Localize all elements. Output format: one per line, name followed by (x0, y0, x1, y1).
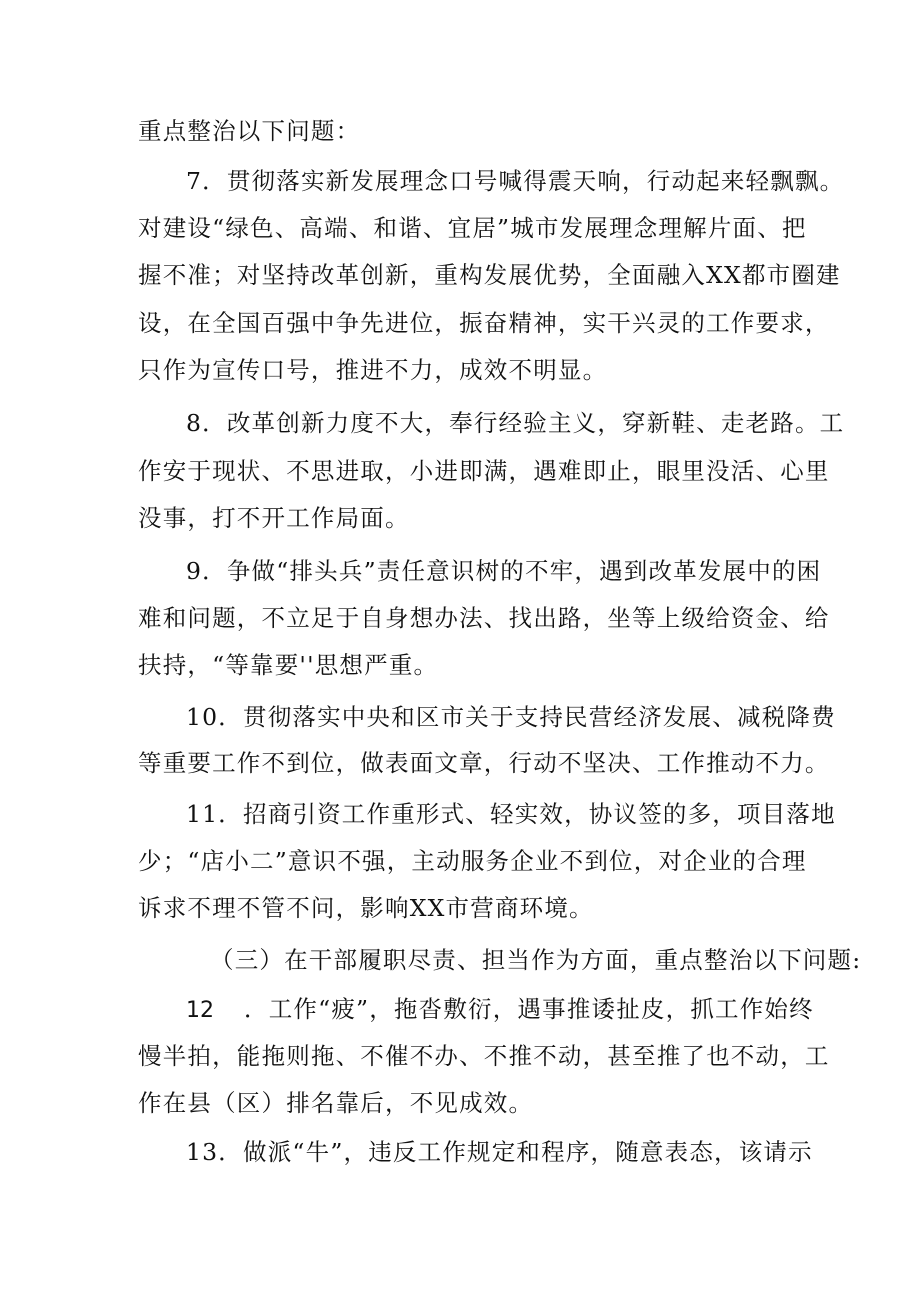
item-11-line-2: 少；“店小二”意识不强，主动服务企业不到位，对企业的合理 (138, 847, 807, 875)
item-11-line-3: 诉求不理不管不问，影响XX市营商环境。 (138, 894, 594, 922)
item-9-line-3: 扶持，“等靠要''思想严重。 (138, 651, 439, 679)
item-8-line-2: 作安于现状、不思进取，小进即满，遇难即止，眼里没活、心里 (138, 457, 830, 485)
item-9-line-2: 难和问题，不立足于自身想办法、找出路，坐等上级给资金、给 (138, 604, 830, 632)
item-9-line-1: 9．争做“排头兵”责任意识树的不牢，遇到改革发展中的困 (186, 557, 822, 585)
item-7-line-5: 只作为宣传口号，推进不力，成效不明显。 (138, 356, 608, 384)
item-12-line-1 (186, 994, 814, 1026)
item-8-line-1: 8．改革创新力度不大，奉行经验主义，穿新鞋、走老路。工 (186, 409, 845, 437)
item-8-line-3: 没事，打不开工作局面。 (138, 504, 410, 532)
item-12-line-3: 作在县（区）排名靠后，不见成效。 (138, 1089, 534, 1117)
item-12-number: 12 (186, 998, 214, 1023)
item-12-line-2: 慢半拍，能拖则拖、不催不办、不推不动，甚至推了也不动，工 (138, 1042, 830, 1070)
text-line-1: 重点整治以下问题： (138, 117, 361, 145)
item-12-text: ．工作“疲”，拖沓敷衍，遇事推诿扯皮，抓工作始终 (244, 995, 814, 1023)
item-10-line-2: 等重要工作不到位，做表面文章，行动不坚决、工作推动不力。 (138, 749, 830, 777)
item-7-line-2: 对建设“绿色、高端、和谐、宜居”城市发展理念理解片面、把 (138, 214, 807, 242)
item-11-line-1: 11．招商引资工作重形式、轻实效，协议签的多，项目落地 (186, 800, 836, 828)
item-7-line-1: 7．贯彻落实新发展理念口号喊得震天响，行动起来轻飘飘。 (186, 167, 845, 195)
item-13-line-1: 13．做派“牛”，违反工作规定和程序，随意表态，该请示 (186, 1138, 813, 1166)
item-7-line-4: 设，在全国百强中争先进位，振奋精神，实干兴灵的工作要求， (138, 309, 830, 337)
item-10-line-1: 10．贯彻落实中央和区市关于支持民营经济发展、减税降费 (186, 703, 836, 731)
item-7-line-3: 握不准；对坚持改革创新，重构发展优势，全面融入XX都市圈建 (138, 261, 841, 289)
section-three-heading: （三）在干部履职尽责、担当作为方面，重点整治以下问题: (210, 946, 862, 974)
